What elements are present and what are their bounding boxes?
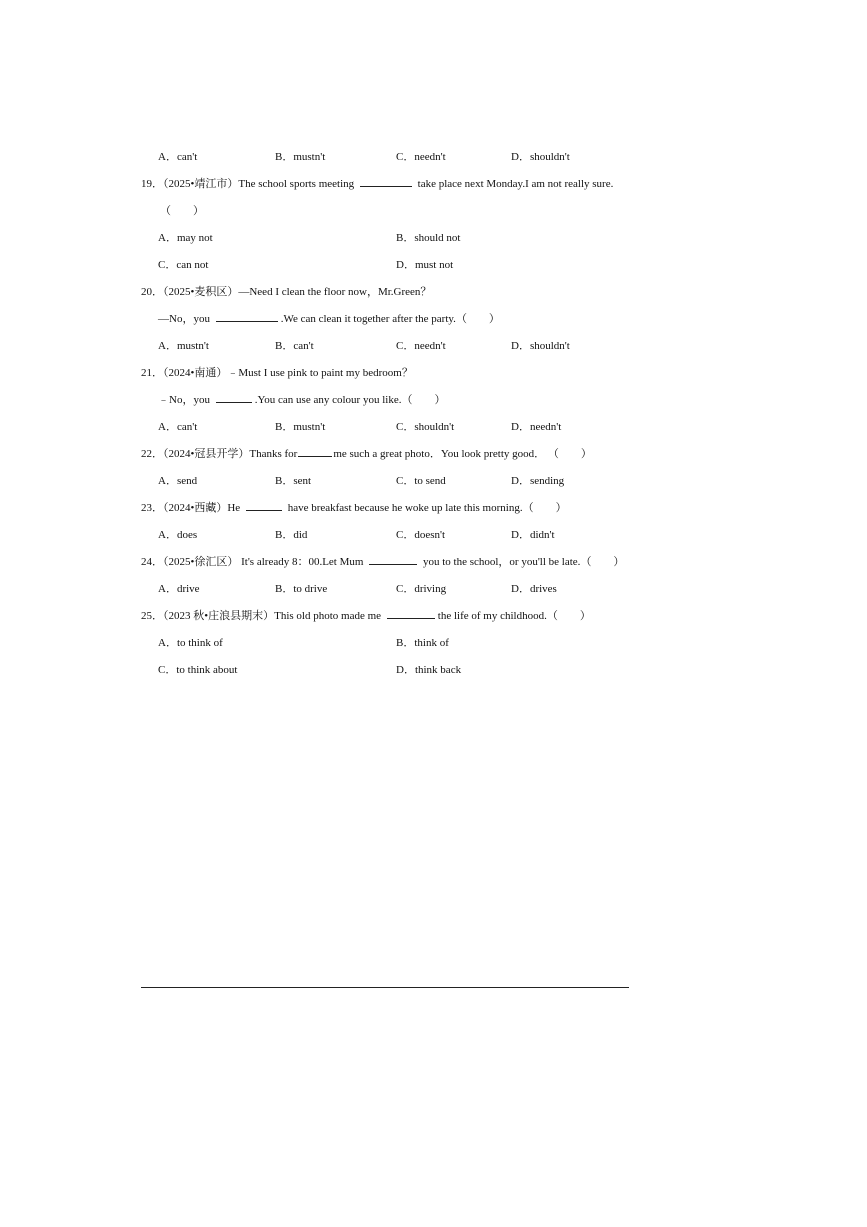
- q20-source: （2025•麦积区）: [163, 286, 239, 298]
- q20-option-b[interactable]: B．can't: [275, 340, 314, 352]
- q18-option-c[interactable]: C．needn't: [396, 151, 446, 163]
- q23-stem: [141, 499, 567, 515]
- q24-text-before: It's already 8：00.Let Mum: [241, 556, 364, 568]
- q20-option-c[interactable]: C．needn't: [396, 340, 446, 352]
- q19-answer-paren[interactable]: （ ）: [160, 205, 204, 217]
- q18-option-a[interactable]: A．can't: [158, 151, 198, 163]
- q20-option-a[interactable]: A．mustn't: [158, 340, 209, 352]
- q18-option-d[interactable]: D．shouldn't: [511, 151, 570, 163]
- q21-option-b[interactable]: B．mustn't: [275, 421, 326, 433]
- q21-line2-after: .You can use any colour you like.: [254, 394, 402, 406]
- q20-line2-after: .We can clean it together after the party.: [280, 313, 456, 325]
- q18-option-b[interactable]: B．mustn't: [275, 151, 326, 163]
- q25-option-a[interactable]: A．to think of: [158, 637, 223, 649]
- q23-text-after: have breakfast because he woke up late this morning.: [287, 502, 523, 514]
- q25-answer-paren[interactable]: （ ）: [546, 610, 591, 622]
- q19-option-a[interactable]: A．may not: [158, 232, 213, 244]
- q19-number: 19．: [141, 178, 163, 190]
- q22-text-before: Thanks for: [249, 448, 298, 460]
- q25-blank[interactable]: [387, 609, 435, 619]
- q21-blank[interactable]: [216, 393, 252, 403]
- q25-option-b[interactable]: B．think of: [396, 637, 449, 649]
- q21-line1: ﹣Must I use pink to paint my bedroom？: [227, 367, 413, 379]
- q23-option-b[interactable]: B．did: [275, 529, 308, 541]
- q24-source: （2025•徐汇区）: [163, 556, 239, 568]
- q22-option-a[interactable]: A．send: [158, 475, 198, 487]
- q24-stem: [141, 553, 624, 569]
- q22-blank[interactable]: [298, 447, 332, 457]
- q24-option-d[interactable]: D．drives: [511, 583, 557, 595]
- q19-blank[interactable]: [360, 177, 412, 187]
- q21-option-a[interactable]: A．can't: [158, 421, 198, 433]
- q24-blank[interactable]: [369, 555, 417, 565]
- q23-option-a[interactable]: A．does: [158, 529, 198, 541]
- q19-option-c[interactable]: C．can not: [158, 259, 209, 271]
- q22-text-after: me such a great photo．You look pretty good．: [333, 448, 546, 460]
- q23-option-c[interactable]: C．doesn't: [396, 529, 446, 541]
- q20-line1: —Need I clean the floor now，Mr.Green？: [238, 286, 432, 298]
- q22-option-c[interactable]: C．to send: [396, 475, 446, 487]
- q19-option-b[interactable]: B．should not: [396, 232, 461, 244]
- q21-option-d[interactable]: D．needn't: [511, 421, 562, 433]
- q20-line2: [158, 310, 500, 326]
- q23-answer-paren[interactable]: （ ）: [522, 502, 567, 514]
- q24-option-b[interactable]: B．to drive: [275, 583, 328, 595]
- q20-line2-before: —No，you: [158, 313, 210, 325]
- q20-number: 20．: [141, 286, 163, 298]
- q21-answer-paren[interactable]: （ ）: [401, 394, 446, 406]
- q23-source: （2024•西藏）: [163, 502, 228, 514]
- q25-option-d[interactable]: D．think back: [396, 664, 462, 676]
- footer-rule: [141, 987, 629, 988]
- q21-line2: [158, 391, 445, 407]
- q19-stem: [141, 175, 613, 191]
- q24-answer-paren[interactable]: （ ）: [580, 556, 625, 568]
- q22-option-d[interactable]: D．sending: [511, 475, 565, 487]
- q19-text-after: take place next Monday.I am not really sure.: [417, 178, 614, 190]
- q25-text-after: the life of my childhood.: [437, 610, 547, 622]
- q19-text-before: The school sports meeting: [238, 178, 355, 190]
- q20-answer-paren[interactable]: （ ）: [455, 313, 500, 325]
- q25-source: （2023 秋•庄浪县期末）: [163, 610, 275, 622]
- q21-number: 21．: [141, 367, 163, 379]
- q23-number: 23．: [141, 502, 163, 514]
- q25-number: 25．: [141, 610, 163, 622]
- q21-source: （2024•南通）: [163, 367, 228, 379]
- q25-option-c[interactable]: C．to think about: [158, 664, 238, 676]
- q23-blank[interactable]: [246, 501, 282, 511]
- q23-option-d[interactable]: D．didn't: [511, 529, 555, 541]
- q21-option-c[interactable]: C．shouldn't: [396, 421, 455, 433]
- q22-answer-paren[interactable]: （ ）: [547, 448, 592, 460]
- q20-option-d[interactable]: D．shouldn't: [511, 340, 570, 352]
- q25-text-before: This old photo made me: [274, 610, 382, 622]
- q20-blank[interactable]: [216, 312, 278, 322]
- q20-stem: [141, 283, 431, 299]
- q21-stem: [141, 364, 413, 380]
- q23-text-before: He: [227, 502, 241, 514]
- q24-option-a[interactable]: A．drive: [158, 583, 200, 595]
- q24-option-c[interactable]: C．driving: [396, 583, 447, 595]
- q19-option-d[interactable]: D．must not: [396, 259, 454, 271]
- q24-number: 24．: [141, 556, 163, 568]
- q21-line2-before: ﹣No，you: [158, 394, 210, 406]
- q25-stem: [141, 607, 591, 623]
- q22-number: 22．: [141, 448, 163, 460]
- q24-text-after: you to the school，or you'll be late.: [422, 556, 581, 568]
- q22-stem: [141, 445, 592, 461]
- q22-option-b[interactable]: B．sent: [275, 475, 312, 487]
- q22-source: （2024•冠县开学）: [163, 448, 250, 460]
- q19-source: （2025•靖江市）: [163, 178, 239, 190]
